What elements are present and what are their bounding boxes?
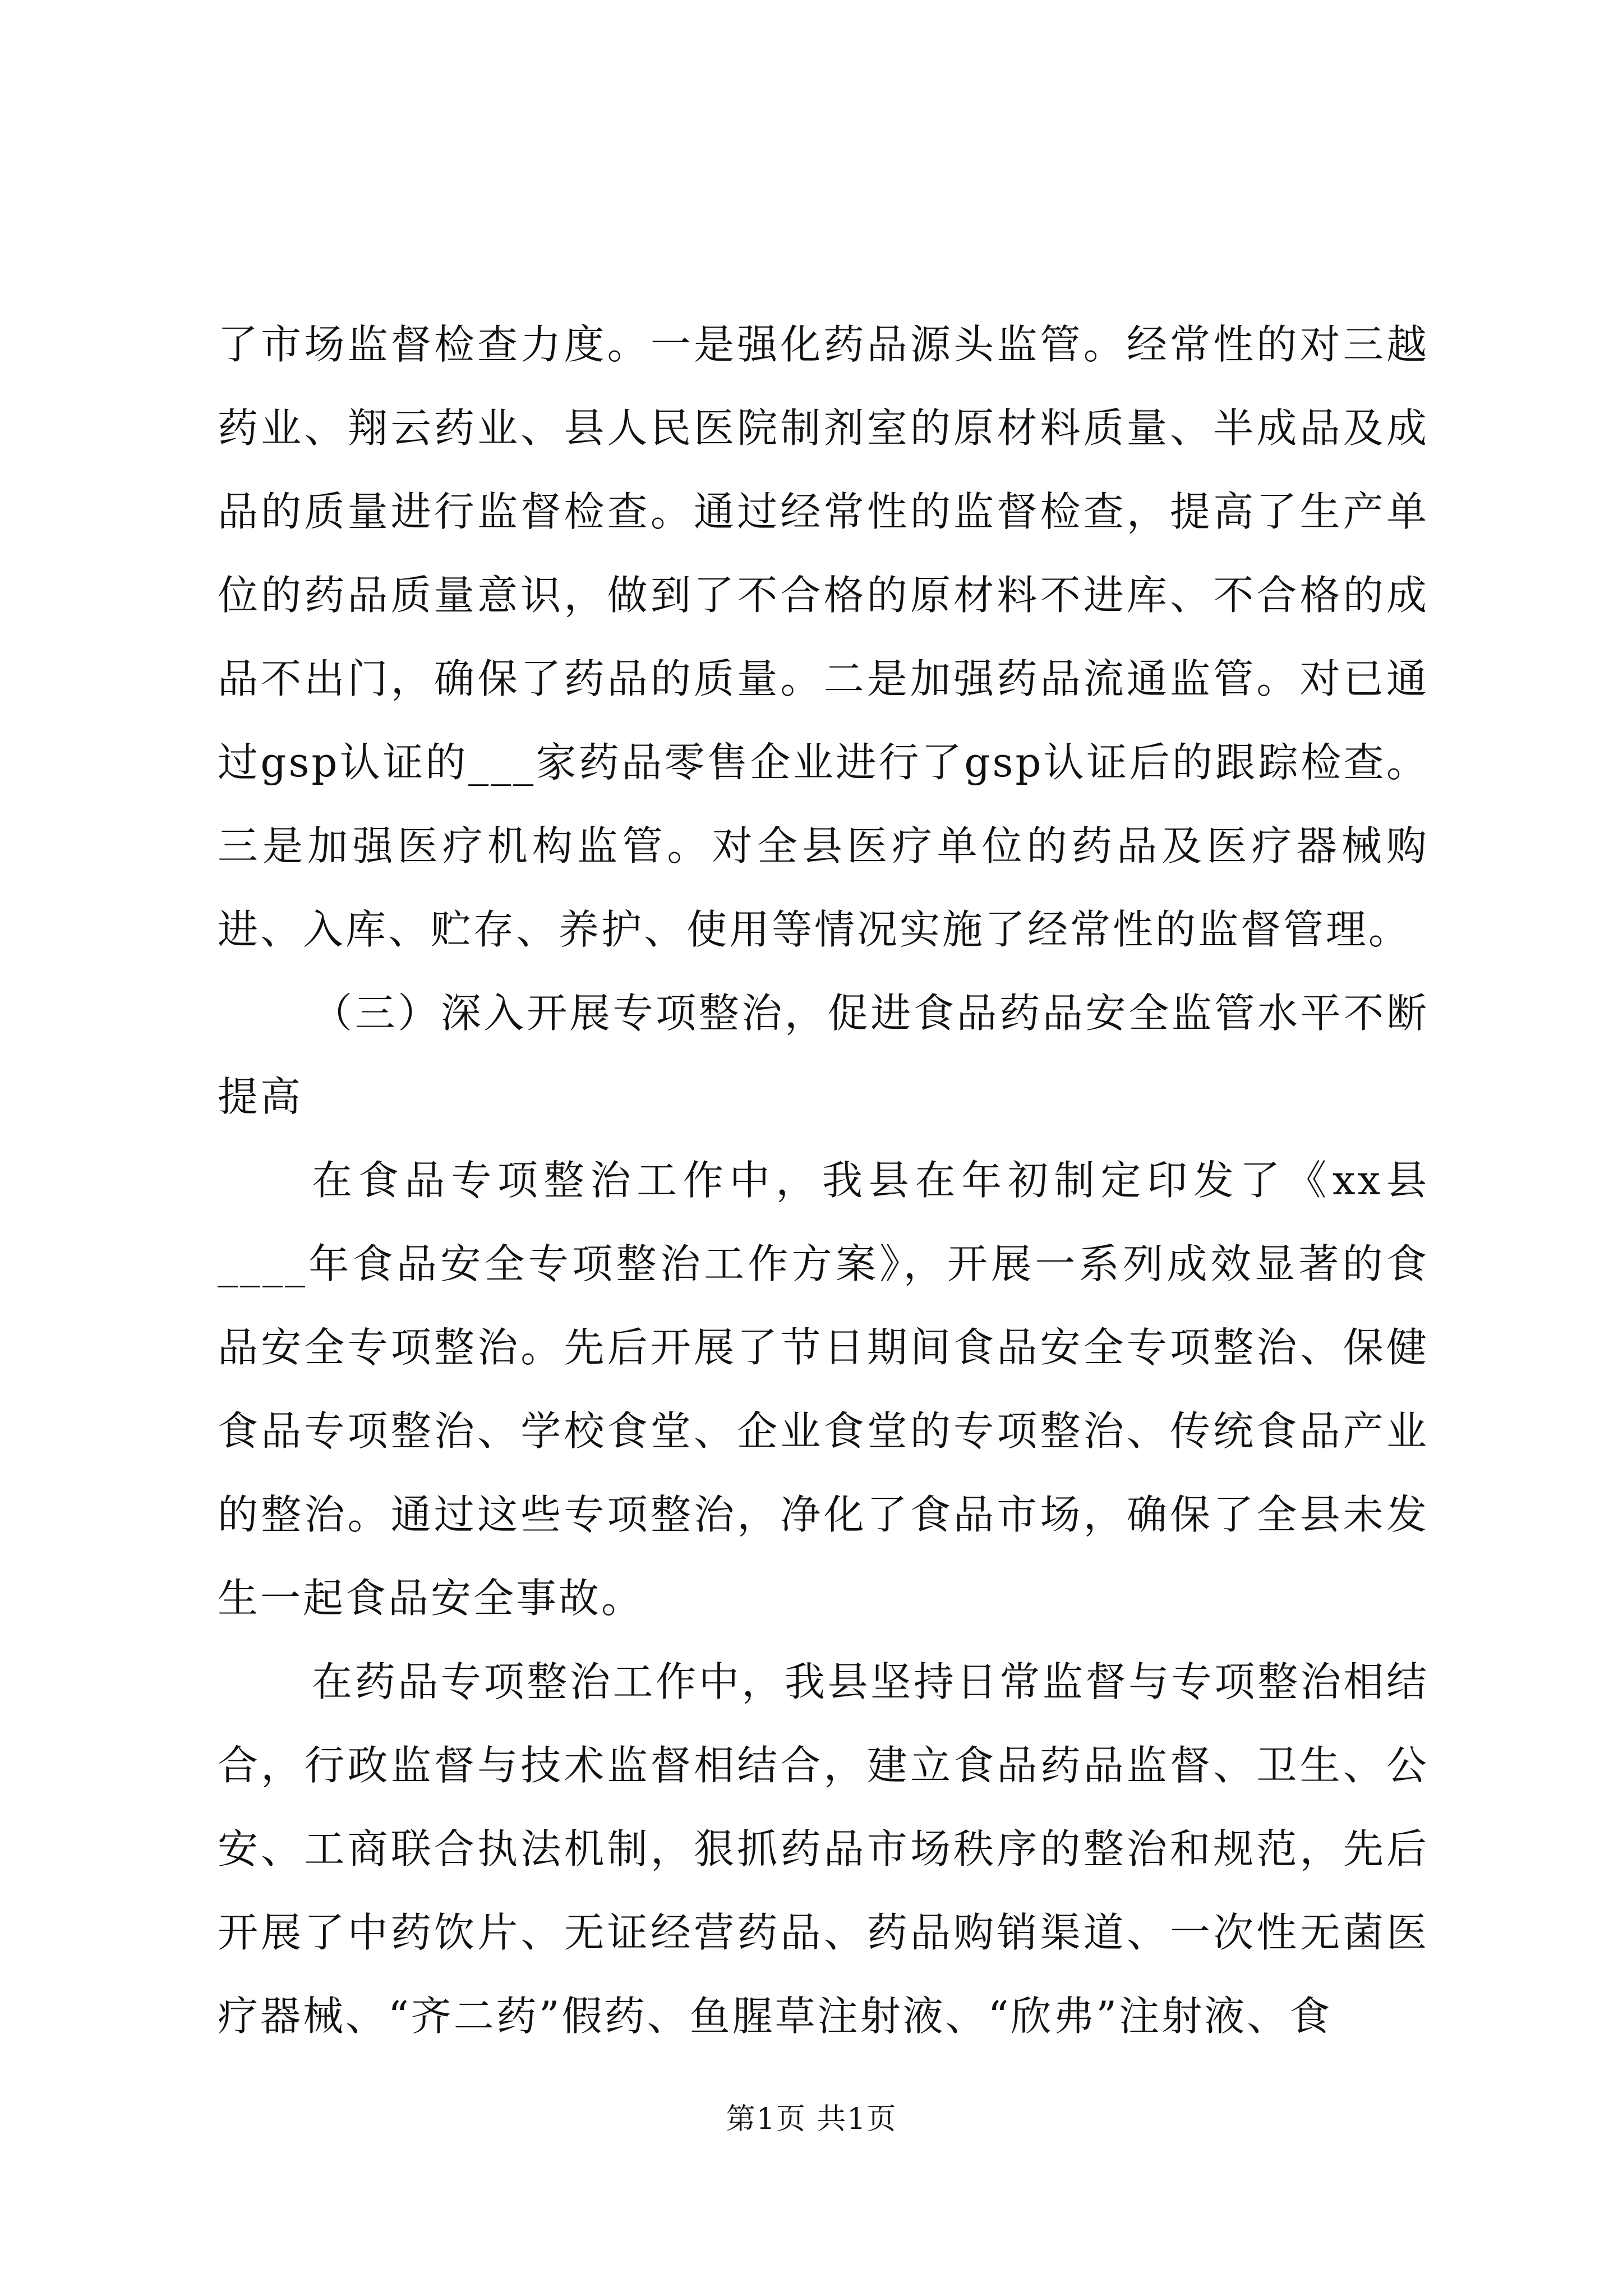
paragraph-drug-supervision: 了市场监督检查力度。一是强化药品源头监管。经常性的对三越药业、翔云药业、县人民医院制剂室的原材料质量、半成品及成品的质量进行监督检查。通过经常性的监督检查，提高了生产单位的药品质量意识，做到了不合格的原材料不进库、不合格的成品不出门，确保了药品的质量。二是加强药品流通监管。对已通过gsp认证的___家药品零售企业进行了gsp认证后的跟踪检查。三是加强医疗机构监管。对全县医疗单位的药品及医疗器械购进、入库、贮存、养护、使用等情况实施了经常性的监督管理。 — [218, 321, 1429, 953]
paragraph-food-rectification: 在食品专项整治工作中，我县在年初制定印发了《xx县____年食品安全专项整治工作方案》，开展一系列成效显著的食品安全专项整治。先后开展了节日期间食品安全专项整治、保健食品专项整治、学校食堂、企业食堂的专项整治、传统食品产业的整治。通过这些专项整治，净化了食品市场，确保了全县未发生一起食品安全事故。 — [218, 1157, 1429, 1622]
paragraph-drug-rectification: 在药品专项整治工作中，我县坚持日常监督与专项整治相结合，行政监督与技术监督相结合，建立食品药品监督、卫生、公安、工商联合执法机制，狠抓药品市场秩序的整治和规范，先后开展了中药饮片、无证经营药品、药品购销渠道、一次性无菌医疗器械、“齐二药”假药、鱼腥草注射液、“欣弗”注射液、食 — [218, 1658, 1429, 2040]
document-body — [218, 303, 1429, 2058]
page-footer: 第1页 共1页 — [726, 2102, 897, 2136]
section-heading-special-rectification: （三）深入开展专项整治，促进食品药品安全监管水平不断提高 — [218, 990, 1429, 1120]
